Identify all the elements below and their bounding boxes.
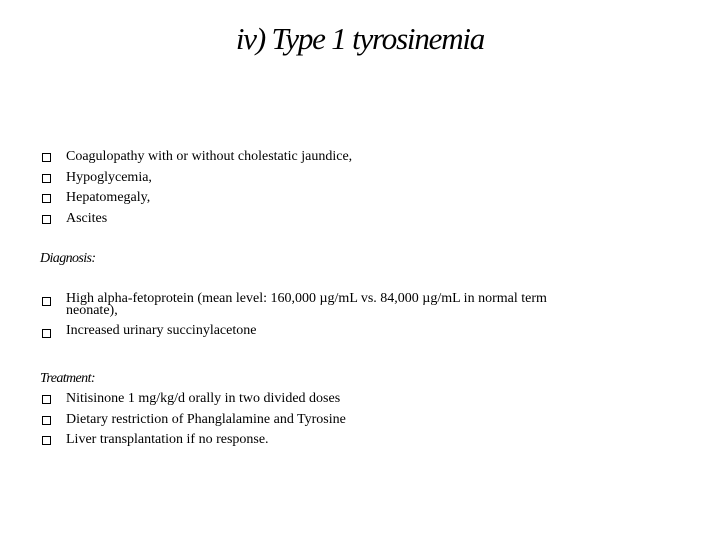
- list-item-text: Hypoglycemia,: [66, 169, 152, 185]
- checkbox-square-icon: [42, 153, 51, 162]
- list-item-text: Hepatomegaly,: [66, 190, 151, 205]
- treatment-heading: Treatment:: [40, 371, 95, 386]
- list-item-text: Ascites: [66, 210, 108, 226]
- list-item-text: Coagulopathy with or without cholestatic jaundice,: [66, 149, 353, 164]
- list-item-text: High alpha-fetoprotein (mean level: 160,000 µg/mL vs. 84,000 µg/mL in normal term: [66, 291, 547, 306]
- checkbox-square-icon: [42, 416, 51, 425]
- slide-title: iv) Type 1 tyrosinemia: [235, 21, 485, 56]
- checkbox-square-icon: [42, 194, 51, 203]
- treatment-list: [40, 389, 346, 451]
- list-item: [40, 147, 352, 168]
- list-item: [40, 410, 346, 431]
- diagnosis-heading: Diagnosis:: [40, 251, 96, 266]
- list-item-text-continued: neonate),: [66, 303, 118, 318]
- list-item: [40, 430, 346, 451]
- checkbox-square-icon: [42, 215, 51, 224]
- list-item: [40, 293, 547, 317]
- list-item-text: Dietary restriction of Phanglalamine and Tyrosine: [66, 411, 346, 427]
- checkbox-square-icon: [42, 174, 51, 183]
- checkbox-square-icon: [42, 436, 51, 445]
- list-item: [40, 168, 352, 189]
- checkbox-square-icon: [42, 297, 51, 306]
- diagnosis-list: [40, 293, 547, 337]
- checkbox-square-icon: [42, 395, 51, 404]
- checkbox-square-icon: [42, 329, 51, 338]
- list-item: [40, 188, 352, 209]
- list-item: [40, 325, 547, 337]
- list-item-text: Increased urinary succinylacetone: [66, 323, 257, 338]
- symptoms-list: [40, 147, 352, 229]
- list-item-text: Liver transplantation if no response.: [66, 432, 269, 447]
- list-item: [40, 209, 352, 230]
- list-item-text: Nitisinone 1 mg/kg/d orally in two divided doses: [66, 391, 341, 406]
- list-item: [40, 389, 346, 410]
